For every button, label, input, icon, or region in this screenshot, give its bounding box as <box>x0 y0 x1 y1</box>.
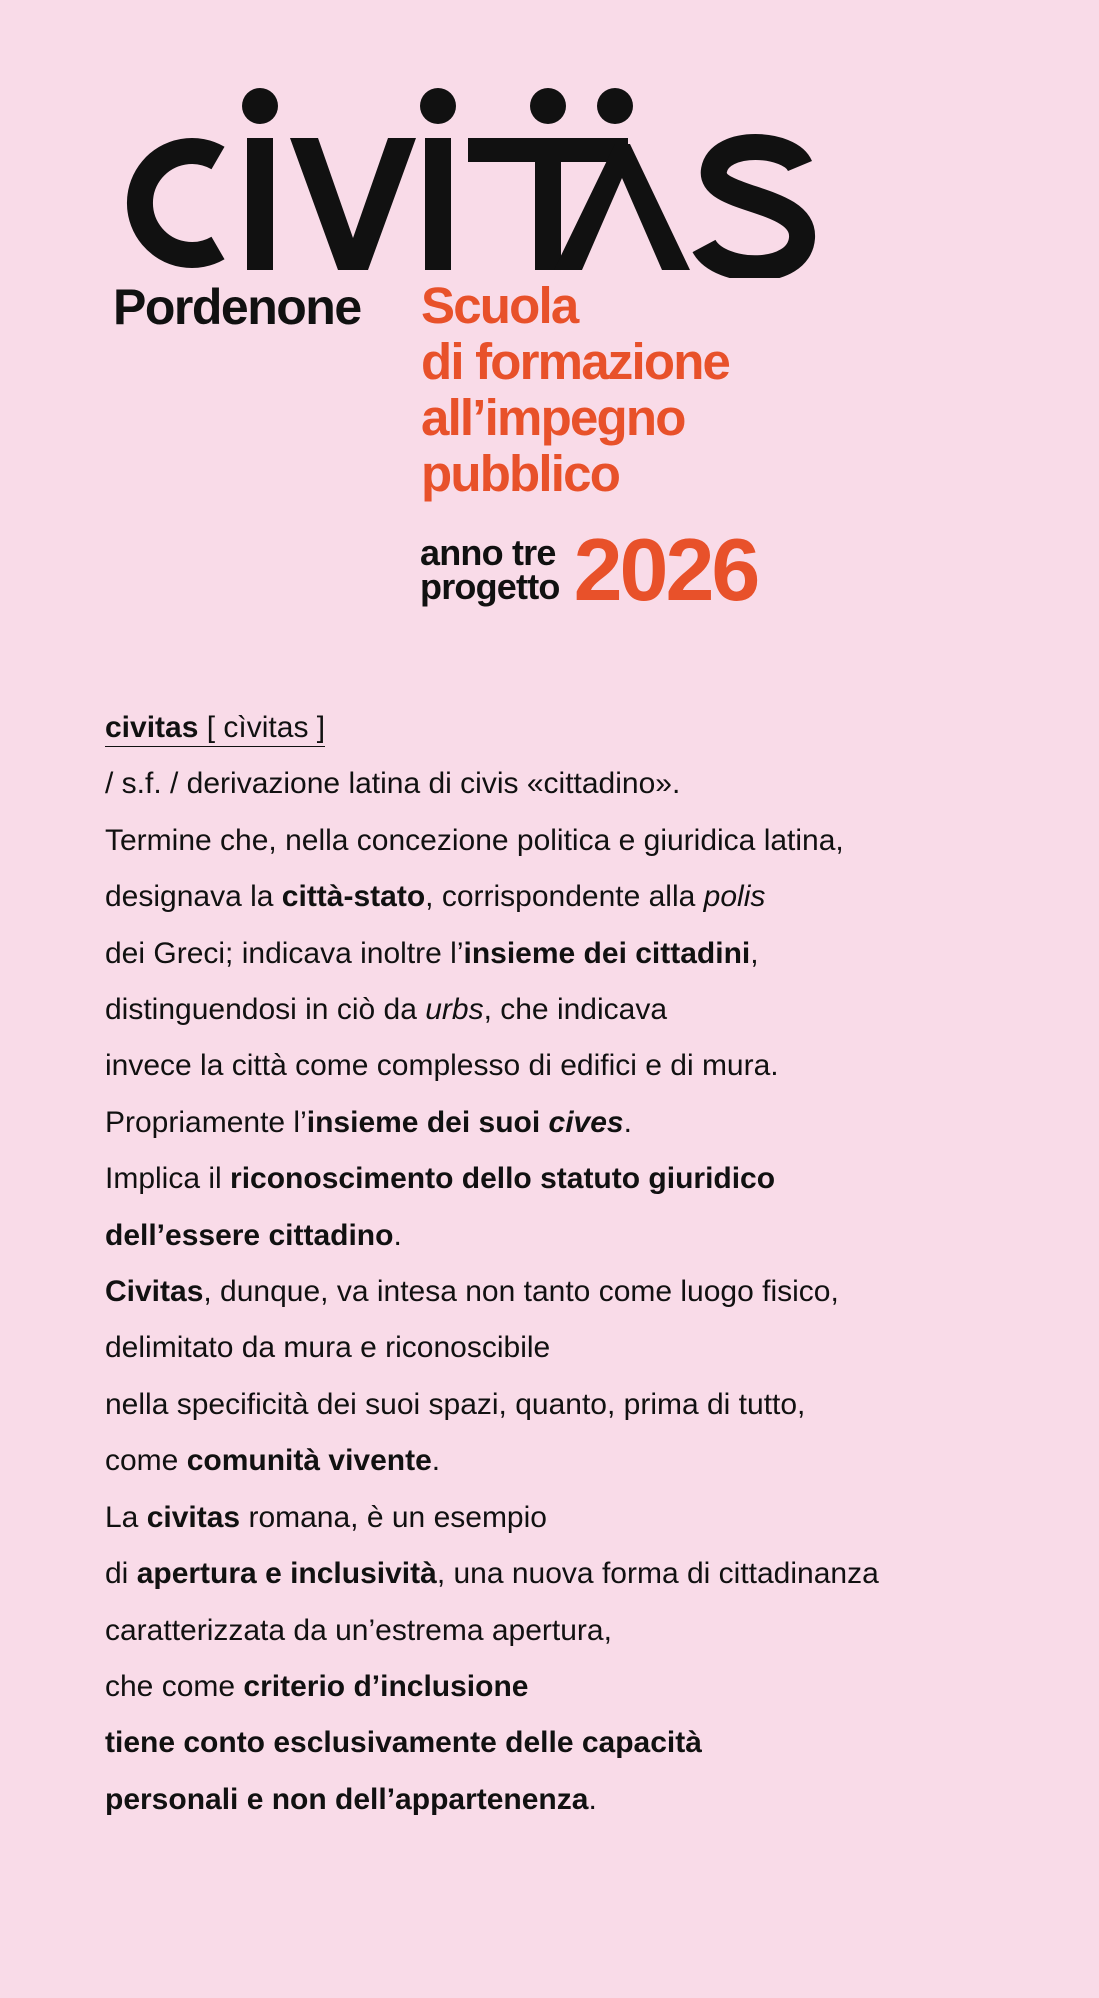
bold-text: personali e non dell’appartenenza <box>105 1782 589 1816</box>
definition-line <box>105 1433 1065 1489</box>
tagline-line: pubblico <box>421 445 620 502</box>
text: , <box>750 936 759 970</box>
text: , una nuova forma di cittadinanza <box>436 1557 879 1591</box>
definition-line <box>105 700 1065 756</box>
headword-term: civitas <box>105 711 199 744</box>
logo-dot-4 <box>597 88 633 124</box>
logo-letter-i1 <box>247 138 273 270</box>
bold-text: apertura e inclusività <box>136 1557 437 1591</box>
italic-text: polis <box>703 880 766 914</box>
headword <box>105 711 325 747</box>
logo-dot-1 <box>242 88 278 124</box>
text: . <box>393 1218 402 1252</box>
italic-text: urbs <box>425 993 484 1027</box>
definition-line <box>105 1659 1065 1715</box>
bold-text: Civitas <box>105 1275 204 1309</box>
edition-line-2: progetto <box>420 566 560 607</box>
logo-letter-v <box>290 138 416 270</box>
text: di <box>105 1557 137 1591</box>
definition-line <box>105 1095 1065 1151</box>
edition-block <box>420 520 758 619</box>
text: Implica il <box>105 1162 231 1196</box>
definition-line <box>105 869 1065 925</box>
bold-text: civitas <box>146 1500 241 1534</box>
text: La <box>105 1500 147 1534</box>
definition-line: / s.f. / derivazione latina di civis «cittadino». <box>105 767 681 801</box>
school-tagline <box>421 278 921 502</box>
logo-letter-i2 <box>425 138 451 270</box>
bold-text: città-stato <box>281 880 426 914</box>
edition-label <box>420 532 560 607</box>
civitas-logo-graphic <box>100 78 820 278</box>
bold-text: comunità vivente <box>186 1444 432 1478</box>
bold-text: insieme dei suoi <box>306 1105 549 1139</box>
text: Propriamente l’ <box>105 1105 307 1139</box>
tagline-line: Scuola <box>421 277 578 334</box>
text: romana, è un esempio <box>240 1500 547 1534</box>
logo-letter-s <box>704 147 802 268</box>
tagline-line: all’impegno <box>421 389 685 446</box>
logo-dot-3 <box>530 88 566 124</box>
definition-line <box>105 1772 1065 1828</box>
definition-line: caratterizzata da un’estrema apertura, <box>105 1613 612 1647</box>
bold-text: riconoscimento dello statuto giuridico <box>230 1162 776 1196</box>
definition-line <box>105 1490 1065 1546</box>
text: . <box>588 1782 597 1816</box>
city-name: Pordenone <box>113 279 361 335</box>
definition-line <box>105 1264 1065 1320</box>
edition-year: 2026 <box>573 520 758 619</box>
definition-line: invece la città come complesso di edifici e di mura. <box>105 1049 779 1083</box>
definition-line <box>105 982 1065 1038</box>
text: , dunque, va intesa non tanto come luogo fisico, <box>203 1275 839 1309</box>
bold-italic-text: cives <box>548 1105 624 1139</box>
text: . <box>431 1444 441 1478</box>
text: . <box>623 1105 632 1139</box>
text: distinguendosi in ciò da <box>105 993 426 1027</box>
definition-line <box>105 1151 1065 1207</box>
definition-line: tiene conto esclusivamente delle capacità <box>105 1726 702 1760</box>
definition-line <box>105 926 1065 982</box>
definition-line: Termine che, nella concezione politica e giuridica latina, <box>105 823 844 857</box>
logo-letter-c <box>140 151 218 255</box>
definition-line <box>105 1208 1065 1264</box>
text: che come <box>105 1669 244 1703</box>
text: , che indicava <box>483 993 668 1027</box>
bold-text: insieme dei cittadini <box>463 936 751 970</box>
logo-letter-t-stem <box>535 138 561 270</box>
logo-letter-a <box>554 144 690 270</box>
tagline-line: di formazione <box>421 333 730 390</box>
text: come <box>105 1444 187 1478</box>
logo-dot-2 <box>420 88 456 124</box>
bold-text: dell’essere cittadino <box>105 1218 394 1252</box>
definition-line <box>105 1546 1065 1602</box>
civitas-logo <box>100 78 820 278</box>
text: designava la <box>105 880 282 914</box>
text: , corrispondente alla <box>425 880 704 914</box>
text: dei Greci; indicava inoltre l’ <box>105 936 464 970</box>
bold-text: criterio d’inclusione <box>243 1669 529 1703</box>
edition-line-1: anno tre <box>420 532 556 573</box>
definition-line: delimitato da mura e riconoscibile <box>105 1331 551 1365</box>
dictionary-definition <box>105 700 1065 1828</box>
definition-line: nella specificità dei suoi spazi, quanto, prima di tutto, <box>105 1387 806 1421</box>
pronunciation: [ cìvitas ] <box>206 711 326 744</box>
